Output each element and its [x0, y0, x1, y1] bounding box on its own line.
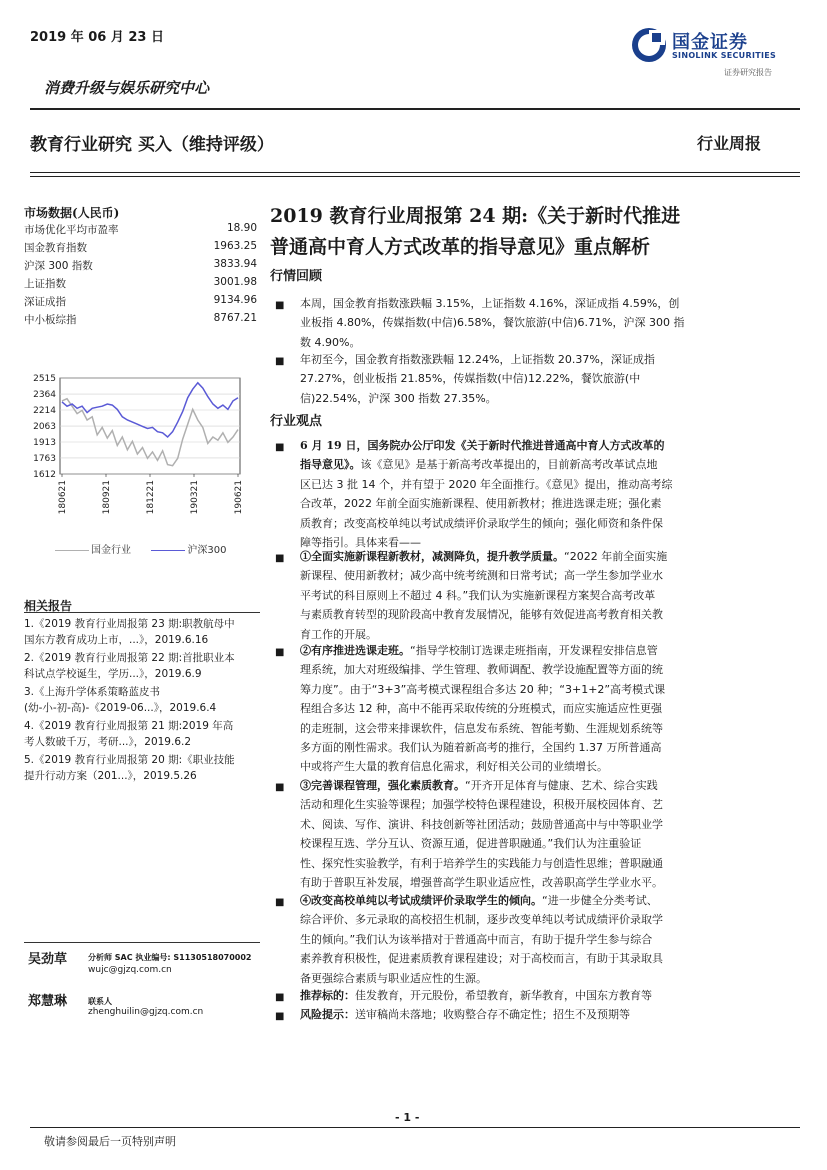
- related-reports-title: 相关报告: [24, 599, 73, 613]
- market-row-label: 国金教育指数: [24, 242, 87, 254]
- text-line: 的走班制，这会带来排课软件，信息发布系统、智能考勤、生涯规划系统等: [300, 721, 663, 735]
- text-line: 信)22.54%，沪深 300 指数 27.35%。: [300, 391, 497, 405]
- y-tick-label: 2364: [33, 390, 56, 401]
- view-lead: 6 月 19 日，国务院办公厅印发《关于新时代推进普通高中育人方式改革的: [300, 439, 665, 452]
- market-row: [24, 222, 257, 240]
- market-row-label: 市场优化平均市盈率: [24, 224, 119, 236]
- legend-swatch-industry: [55, 550, 89, 551]
- footer-divider: [30, 1127, 800, 1128]
- related-report-line: 1.《2019 教育行业周报第 23 期:职教航母中: [24, 618, 235, 630]
- related-report-line: 4.《2019 教育行业周报第 21 期:2019 年高: [24, 720, 234, 732]
- text-span: “指导学校制订选课走班指南，开发课程安排信息管: [410, 644, 658, 657]
- risk-text: 送审稿尚未落地；收购整合存不确定性；招生不及预期等: [355, 1008, 630, 1021]
- y-tick-label: 1612: [33, 470, 56, 480]
- text-line: 育工作的开展。: [300, 627, 377, 641]
- market-row-label: 中小板综指: [24, 314, 77, 326]
- text-line: 27.27%，创业板指 21.85%，传媒指数(中信)12.22%，餐饮旅游(中: [300, 372, 641, 386]
- text-line: 质教育；改变高校单纯以考试成绩评价录取学生的倾向；强化师资和条件保: [300, 516, 663, 530]
- text-line: 平考试的科目原则上不超过 4 科。”我们认为实施新课程方案契合高考改革: [300, 588, 656, 602]
- text-span: “2022 年前全面实施: [564, 550, 668, 563]
- risk-lead: 风险提示：: [300, 1008, 355, 1021]
- text-line: 区已达 3 批 14 个，并有望于 2020 年全面推行。《意见》提出，推动高考综: [300, 477, 673, 491]
- market-row-value: 1963.25: [213, 240, 257, 252]
- series-line-0: [62, 399, 238, 466]
- related-report-line: 科试点学校诞生，学历...》，2019.6.9: [24, 668, 202, 680]
- text-line: 备更强综合素质与职业适应性的生源。: [300, 971, 487, 985]
- text-span: “进一步健全分类考试、: [542, 894, 658, 907]
- text-line: 生的倾向。”我们认为该举措对于普通高中而言，有助于提升学生参与综合: [300, 932, 653, 946]
- text-line: 与素质教育转型的现阶段高中教育发展情况，能够有效促进高考教育相关教: [300, 608, 663, 622]
- market-row-value: 3833.94: [213, 258, 257, 270]
- review-heading: 行情回顾: [270, 269, 323, 284]
- y-tick-label: 1763: [33, 453, 56, 464]
- market-row-value: 9134.96: [213, 294, 257, 306]
- market-row: [24, 294, 257, 312]
- view-paragraph: [300, 436, 786, 552]
- y-tick-label: 2214: [33, 406, 56, 416]
- chart-legend: [55, 541, 226, 556]
- view-paragraph: [300, 547, 786, 644]
- text-line: 合改革，2022 年前全面实施新课程、使用新教材；推进选课走班；强化素: [300, 497, 662, 511]
- text-line: 障等指引。具体来看——: [300, 536, 421, 550]
- text-line: 性、探究性实验教学，有利于培养学生的实践能力与创造性思维；普职融通: [300, 856, 663, 870]
- y-tick-label: 2515: [33, 374, 56, 384]
- industry-rating: 教育行业研究 买入（维持评级）: [30, 135, 274, 155]
- report-type: 行业周报: [697, 134, 762, 153]
- view-paragraph: [300, 776, 786, 892]
- market-row-label: 上证指数: [24, 278, 66, 290]
- bullet-icon: ■: [275, 647, 285, 658]
- contact-role: 联系人: [88, 997, 112, 1006]
- contact-name: 郑慧琳: [28, 994, 68, 1009]
- review-paragraph: [300, 294, 786, 352]
- text-line: 术、阅读、写作、演讲、科技创新等社团活动；鼓励普通高中与中等职业学: [300, 817, 663, 831]
- header-divider-double-top: [30, 172, 800, 173]
- related-report-item[interactable]: [24, 684, 264, 716]
- text-line: [300, 891, 786, 910]
- market-row: [24, 258, 257, 276]
- related-report-line: 3.《上海升学体系策略蓝皮书: [24, 686, 161, 698]
- text-line: 素养教育积极性，促进素质教育课程建设；对于高校而言，有助于其录取具: [300, 952, 663, 966]
- text-line: 理系统，加大对班级编排、学生管理、教师调配、教学设施配置等方面的统: [300, 663, 663, 677]
- x-tick-label: 190321: [190, 480, 200, 515]
- related-report-line: 考人数破千万，考研...》，2019.6.2: [24, 736, 192, 748]
- market-row: [24, 276, 257, 294]
- report-title-line1: 2019 教育行业周报第 24 期:《关于新时代推进: [270, 205, 681, 227]
- bullet-icon: ■: [275, 553, 285, 564]
- picks-text: 佳发教育，开元股份，希望教育，新华教育，中国东方教育等: [355, 989, 652, 1002]
- bullet-icon: ■: [275, 782, 285, 793]
- research-center-name: 消费升级与娱乐研究中心: [44, 79, 210, 97]
- market-row-label: 沪深 300 指数: [24, 260, 93, 272]
- y-tick-label: 2063: [33, 422, 56, 433]
- text-line: 多方面的刚性需求。我们认为随着新高考的推行，全国约 1.37 万所普通高: [300, 741, 662, 755]
- text-line: 数 4.90%。: [300, 335, 361, 349]
- footer-disclaimer: 敬请参阅最后一页特别声明: [44, 1135, 176, 1148]
- picks-lead: 推荐标的：: [300, 989, 355, 1002]
- bullet-icon: ■: [275, 356, 285, 367]
- report-title-line2: 普通高中育人方式改革的指导意见》重点解析: [270, 236, 651, 258]
- bullet-icon: ■: [275, 992, 285, 1003]
- view-lead: 指导意见》。: [300, 458, 361, 472]
- contact-email[interactable]: zhenghuilin@gjzq.com.cn: [88, 1007, 204, 1017]
- related-report-line: 提升行动方案（201...》，2019.5.26: [24, 770, 197, 782]
- report-date: 2019 年 06 月 23 日: [30, 30, 164, 45]
- recommended-picks: [300, 986, 786, 1005]
- text-line: 业板指 4.80%，传媒指数(中信)6.58%，餐饮旅游(中信)6.71%，沪深 300 指: [300, 316, 685, 330]
- view-lead: ②有序推进选课走班。: [300, 644, 410, 657]
- bullet-icon: ■: [275, 442, 285, 453]
- market-row-value: 3001.98: [213, 276, 257, 288]
- related-divider: [24, 612, 260, 613]
- risk-warning: [300, 1005, 786, 1024]
- review-paragraph: [300, 350, 786, 408]
- market-row-value: 8767.21: [213, 312, 257, 324]
- sinolink-logo-icon: [630, 26, 668, 64]
- text-line: 年初至今，国金教育指数涨跌幅 12.24%，上证指数 20.37%，深证成指: [300, 353, 655, 366]
- text-line: 程组合多达 12 种，高中不能再采取传统的分班模式，而应实施适应性更强: [300, 702, 662, 716]
- x-tick-label: 181221: [146, 480, 156, 515]
- report-title: [270, 201, 800, 263]
- related-report-item[interactable]: [24, 718, 264, 750]
- x-tick-label: 180621: [58, 480, 68, 515]
- related-report-line: 5.《2019 教育行业周报第 20 期:《职业技能: [24, 754, 235, 766]
- text-line: [300, 455, 786, 474]
- text-line: [300, 547, 786, 566]
- legend-label-hs300: 沪深300: [187, 545, 227, 556]
- market-data-title: 市场数据(人民币): [24, 206, 120, 220]
- view-paragraph: [300, 641, 786, 777]
- bullet-icon: ■: [275, 897, 285, 908]
- legend-swatch-hs300: [151, 550, 185, 551]
- analyst-divider: [24, 942, 260, 943]
- related-report-line: (幼-小-初-高)-《2019-06...》，2019.6.4: [24, 702, 217, 714]
- text-line: 中或将产生大量的教育信息化需求，利好相关公司的业绩增长。: [300, 760, 608, 774]
- index-chart: [20, 366, 260, 566]
- analyst-email[interactable]: wujc@gjzq.com.cn: [88, 965, 172, 975]
- x-tick-label: 180921: [102, 480, 112, 515]
- related-report-item[interactable]: [24, 616, 264, 648]
- text-line: 筹力度”。由于“3+3”高考模式课程组合多达 20 种；“3+1+2”高考模式课: [300, 682, 666, 696]
- view-heading: 行业观点: [270, 414, 323, 429]
- text-span: “开齐开足体育与健康、艺术、综合实践: [465, 779, 658, 792]
- view-paragraph: [300, 891, 786, 988]
- view-lead: ①全面实施新课程新教材，减测降负，提升教学质量。: [300, 550, 564, 563]
- related-report-line: 2.《2019 教育行业周报第 22 期:首批职业本: [24, 652, 235, 664]
- header-divider-double-bottom: [30, 176, 800, 177]
- bullet-icon: ■: [275, 1011, 285, 1022]
- bullet-icon: ■: [275, 300, 285, 311]
- market-row-label: 深证成指: [24, 296, 66, 308]
- text-span: 该《意见》是基于新高考改革提出的，目前新高考改革试点地: [360, 458, 658, 472]
- x-tick-label: 190621: [234, 480, 244, 515]
- market-row-value: 18.90: [226, 222, 257, 234]
- text-line: 综合评价、多元录取的高校招生机制，逐步改变单纯以考试成绩评价录取学: [300, 913, 663, 927]
- text-line: [300, 776, 786, 795]
- brand-name-en: SINOLINK SECURITIES: [672, 51, 777, 60]
- market-row: [24, 312, 257, 330]
- text-line: [300, 641, 786, 660]
- market-row: [24, 240, 257, 258]
- page-number: - 1 -: [395, 1111, 420, 1124]
- brand-subtitle: 证券研究报告: [724, 68, 772, 77]
- text-line: 本周，国金教育指数涨跌幅 3.15%，上证指数 4.16%，深证成指 4.59%，创: [300, 297, 680, 310]
- text-line: 活动和理化生实验等课程；加强学校特色课程建设，积极开展校园体育、艺: [300, 798, 663, 812]
- legend-label-industry: 国金行业: [91, 545, 131, 556]
- header-divider: [30, 108, 800, 110]
- view-lead: ③完善课程管理，强化素质教育。: [300, 779, 465, 792]
- text-line: 新课程、使用新教材；减少高中统考统测和日常考试；高一学生参加学业水: [300, 569, 663, 583]
- analyst-name: 吴劲草: [28, 952, 68, 967]
- text-line: 校课程互选、学分互认、资源互通，促进普职融通。”我们认为注重验证: [300, 837, 642, 851]
- related-report-item[interactable]: [24, 752, 264, 784]
- related-report-line: 国东方教育成功上市，...》，2019.6.16: [24, 634, 209, 646]
- related-report-item[interactable]: [24, 650, 264, 682]
- view-lead: ④改变高校单纯以考试成绩评价录取学生的倾向。: [300, 894, 542, 907]
- analyst-role: 分析师 SAC 执业编号: S1130518070002: [88, 953, 252, 962]
- text-line: 有助于普职互补发展，增强普高学生职业适应性，改善职高学生学业水平。: [300, 876, 663, 890]
- brand-name-cn: 国金证券: [672, 32, 748, 53]
- y-tick-label: 1913: [33, 438, 56, 448]
